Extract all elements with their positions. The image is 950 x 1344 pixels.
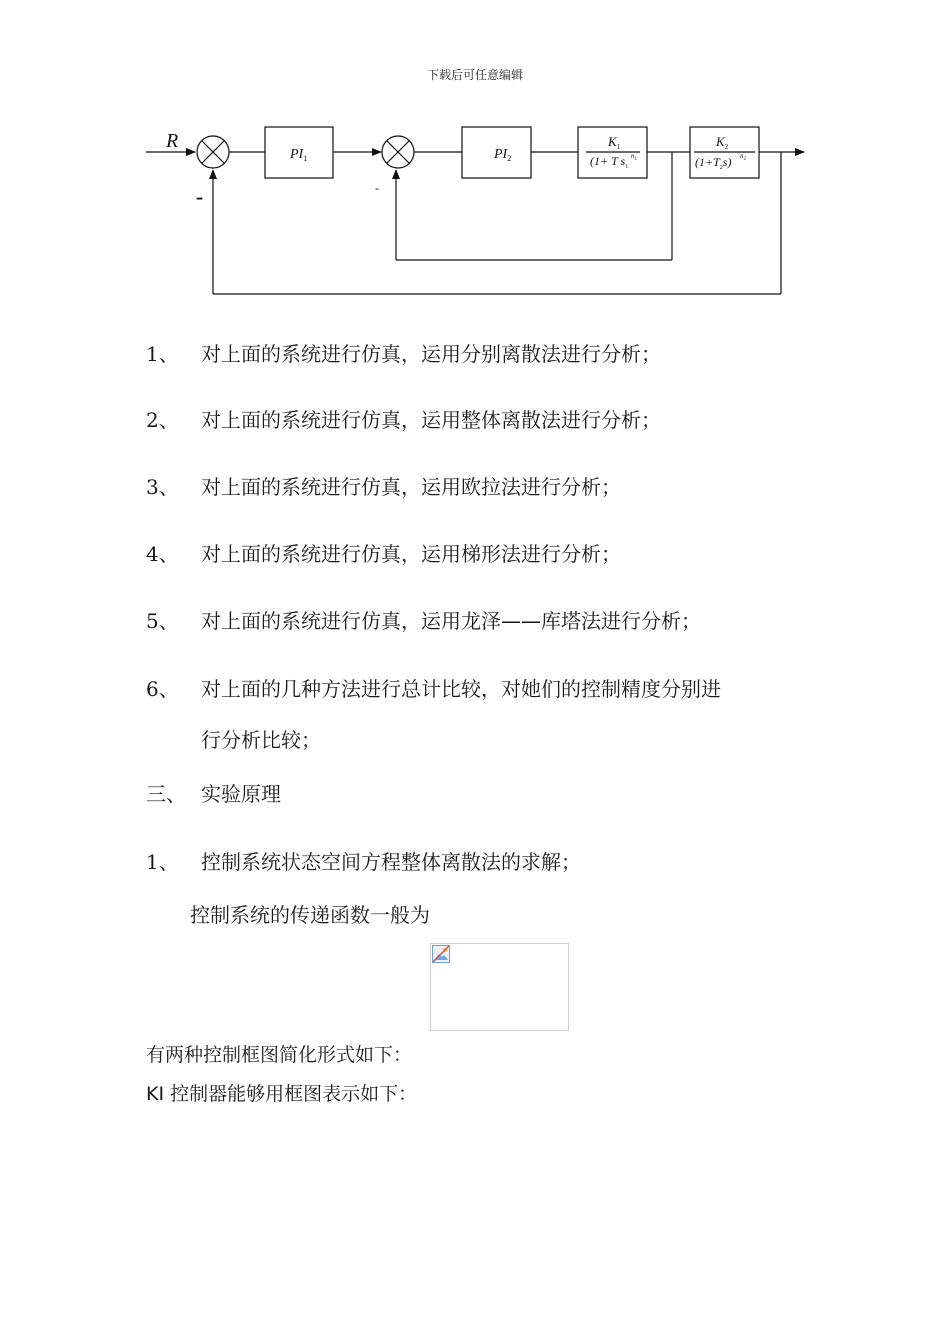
g1-k: K: [608, 134, 617, 149]
g2-den-sub: 2: [719, 165, 723, 171]
g2-k: K: [716, 134, 725, 149]
g2-den-tail: s): [722, 155, 732, 169]
formula-image-placeholder: [430, 943, 569, 1031]
outer-minus-sign: -: [196, 184, 204, 209]
g2-denominator: [695, 155, 731, 171]
principle-number: 1、: [146, 850, 179, 874]
principle-intro: 控制系统的传递函数一般为: [190, 903, 430, 927]
g1-denominator: [590, 154, 628, 170]
g2-k-sub: 2: [724, 143, 729, 151]
g1-k-sub: 1: [616, 143, 621, 151]
task-number: 6、: [146, 677, 179, 701]
task-text: 对上面的系统进行仿真，运用梯形法进行分析；: [201, 542, 621, 566]
task-text: 对上面的系统进行仿真，运用分别离散法进行分析；: [201, 342, 661, 366]
task-number: 5、: [146, 609, 179, 633]
g1-exp-sub: 1: [634, 157, 637, 162]
task-text-continued: 行分析比较；: [201, 728, 321, 752]
task-number: 3、: [146, 475, 179, 499]
principle-title: 控制系统状态空间方程整体离散法的求解；: [201, 850, 581, 874]
task-number: 2、: [146, 408, 179, 432]
pi1-subscript: 1: [303, 154, 308, 163]
diagram-forms-text: 有两种控制框图简化形式如下：: [146, 1044, 413, 1066]
g1-den-sub: 1: [625, 164, 629, 170]
task-text: 对上面的几种方法进行总计比较，对她们的控制精度分别进: [201, 677, 721, 701]
broken-image-icon: [432, 945, 450, 963]
ki-controller-text: KI 控制器能够用框图表示如下：: [146, 1083, 418, 1105]
task-text: 对上面的系统进行仿真，运用欧拉法进行分析；: [201, 475, 621, 499]
task-text: 对上面的系统进行仿真，运用龙泽——库塔法进行分析；: [201, 609, 701, 633]
page-header: 下载后可任意编辑: [426, 68, 523, 82]
inner-minus-sign: -: [375, 181, 379, 195]
task-number: 4、: [146, 542, 179, 566]
input-label: R: [166, 130, 179, 152]
pi1-text: PI: [290, 147, 304, 162]
pi2-subscript: 2: [507, 154, 512, 163]
task-number: 1、: [146, 342, 179, 366]
g1-exp: n: [631, 152, 635, 160]
pi2-text: PI: [494, 147, 508, 162]
section-title: 实验原理: [201, 782, 281, 806]
g2-exp: n: [740, 152, 744, 160]
g2-den-text: (1+T: [695, 155, 720, 169]
task-text: 对上面的系统进行仿真，运用整体离散法进行分析；: [201, 408, 661, 432]
g1-den-text: (1+ T s: [590, 154, 626, 168]
section-number: 三、: [146, 782, 186, 806]
block-diagram: [0, 0, 950, 320]
g2-exp-sub: 2: [743, 157, 746, 162]
